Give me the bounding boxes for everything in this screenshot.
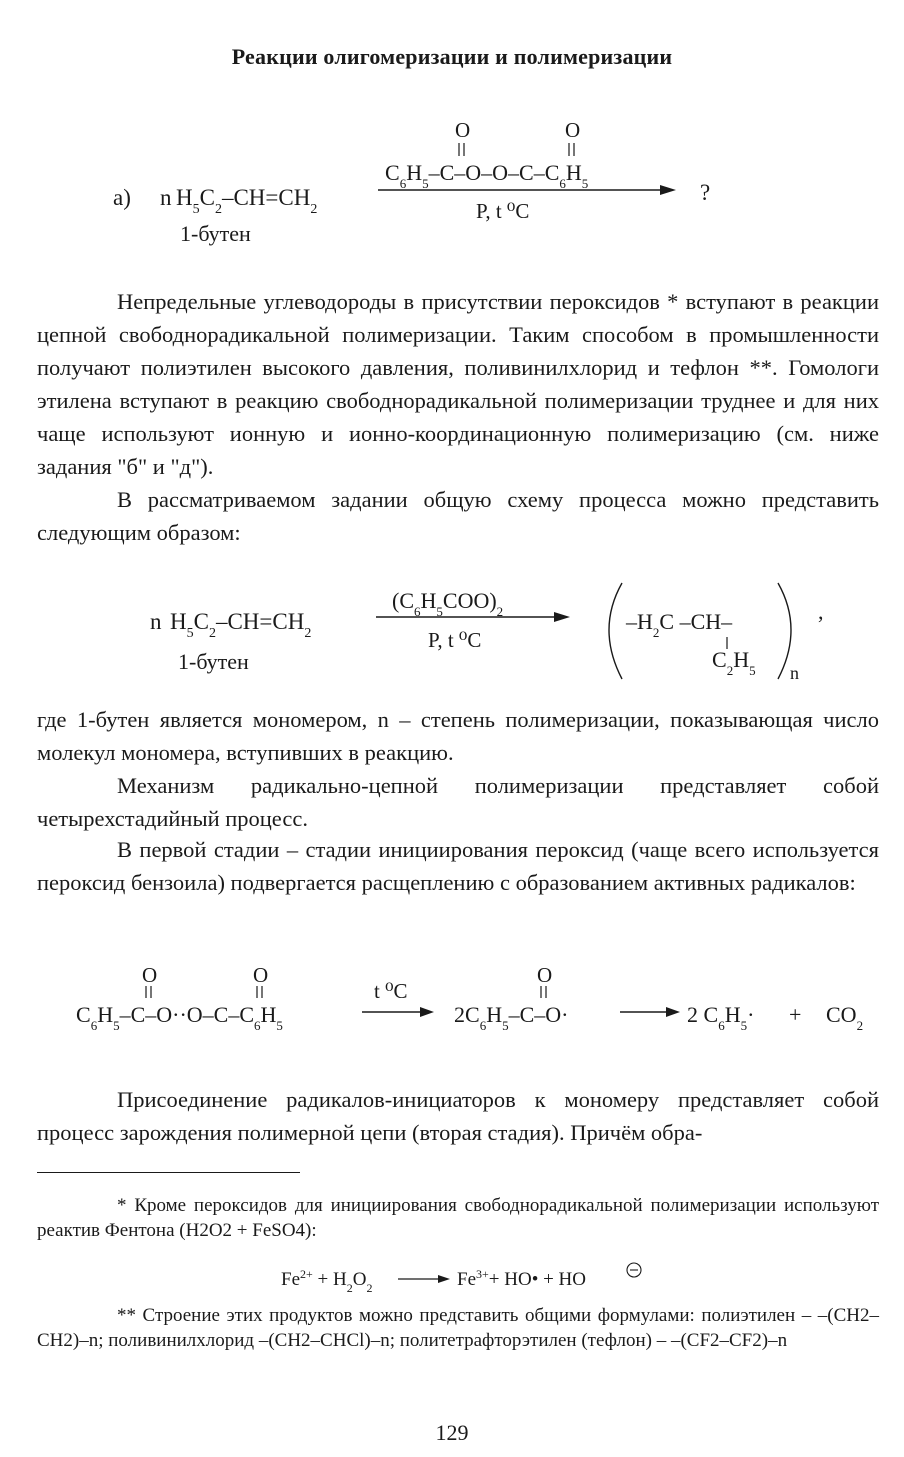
page-number: 129 — [435, 1420, 469, 1445]
eq-a-label: а) — [113, 185, 131, 210]
scheme-catalyst: $(C_6H_5COO)_2$ — [392, 588, 504, 619]
reaction-scheme — [0, 575, 904, 695]
init-co2: $CO_2$ — [826, 1002, 864, 1033]
init-radical-2: 2 $C_6H_5\cdot$ — [687, 1002, 755, 1033]
reaction-initiation — [0, 958, 904, 1038]
fenton-equation — [0, 1255, 904, 1295]
eq-a-n: n — [160, 185, 172, 210]
scheme-comma: , — [818, 599, 824, 624]
svg-text:O: O — [565, 118, 581, 142]
svg-text:O: O — [253, 963, 269, 987]
paragraph-4: Механизм радикально-цепной полимеризации представляет собой четырехстадийный процесс. — [37, 773, 879, 831]
footnote-1: * Кроме пероксидов для инициирования свободнорадикальной полимеризации используют реактив Фентона (H2O2 + FeSO4): — [37, 1195, 879, 1241]
scheme-n: n — [150, 609, 162, 634]
init-plus: + — [789, 1002, 802, 1027]
svg-text:C2H5: $C_2H_5$ — [712, 647, 756, 678]
paragraph-2: В рассматриваемом задании общую схему процесса можно представить следующим образом: — [37, 487, 879, 545]
svg-text:Fe2+ + H2O2: $Fe^{2+} + H_2O_2$ — [281, 1267, 373, 1295]
scheme-product: $-H_2C$ –CH– — [626, 609, 733, 640]
paragraph-6: Присоединение радикалов-инициаторов к мономеру представляет собой процесс зарождения полимерной цепи (вторая стадия). Причём обра- — [37, 1087, 879, 1145]
paragraph-1: Непредельные углеводороды в присутствии пероксидов * вступают в реакции цепной свободнорадикальной полимеризации. Таким способом в промышленности получают полиэтилен высокого давления, поливинилхлорид и тефлон **. Гомологи этилена вступают в реакцию свободнорадикальной полимеризации труднее и для них чаще используют ионную и ионно-координационную полимеризацию (см. ниже задания "б" и "д"). — [37, 289, 879, 479]
svg-text:Fe3++ HO• + HO: $Fe^{3+}+$ HO• + HO — [457, 1267, 586, 1290]
footnote-rule — [37, 1172, 300, 1173]
scheme-subscript-n: n — [790, 663, 799, 683]
paragraph-5: В первой стадии – стадии инициирования пероксид (чаще всего используется пероксид бензоила) подвергается расщеплению с образованием активных радикалов: — [37, 837, 879, 895]
paragraph-3: где 1-бутен является мономером, n – степень полимеризации, показывающая число молекул мономера, вступивших в реакцию. — [37, 707, 879, 765]
scheme-reactant-name: 1-бутен — [178, 649, 249, 674]
svg-text:O: O — [455, 118, 471, 142]
reaction-a — [0, 110, 904, 250]
eq-a-conditions: P, t ⁰C — [476, 199, 530, 223]
eq-a-reactant-name: 1-бутен — [180, 221, 251, 246]
svg-text:O: O — [537, 963, 553, 987]
svg-text:O: O — [142, 963, 158, 987]
eq-a-reactant: $H_5C_2-CH=CH_2$ — [176, 185, 318, 217]
init-radical-1: $2C_6H_5-C-O\cdot$ — [454, 1002, 569, 1033]
scheme-reactant: $H_5C_2-CH=CH_2$ — [170, 609, 312, 641]
scheme-conditions: P, t ⁰C — [428, 628, 482, 652]
init-peroxide: $C_6H_5-C-O\cdot\cdot O-C-C_6H_5$ — [76, 1002, 283, 1033]
eq-a-catalyst: $C_6H_5-C-O-O-C-C_6H_5$ — [385, 160, 589, 191]
page-title: Реакции олигомеризации и полимеризации — [231, 44, 673, 69]
eq-a-product: ? — [700, 180, 711, 205]
init-conditions: t ⁰C — [374, 979, 408, 1003]
footnote-2: ** Строение этих продуктов можно представить общими формулами: полиэтилен – –(CH2–CH2)–n; поливинилхлорид –(CH2–CHCl)–n; политетрафторэтилен (тефлон) – –(CF2–CF2)–n — [37, 1305, 879, 1351]
